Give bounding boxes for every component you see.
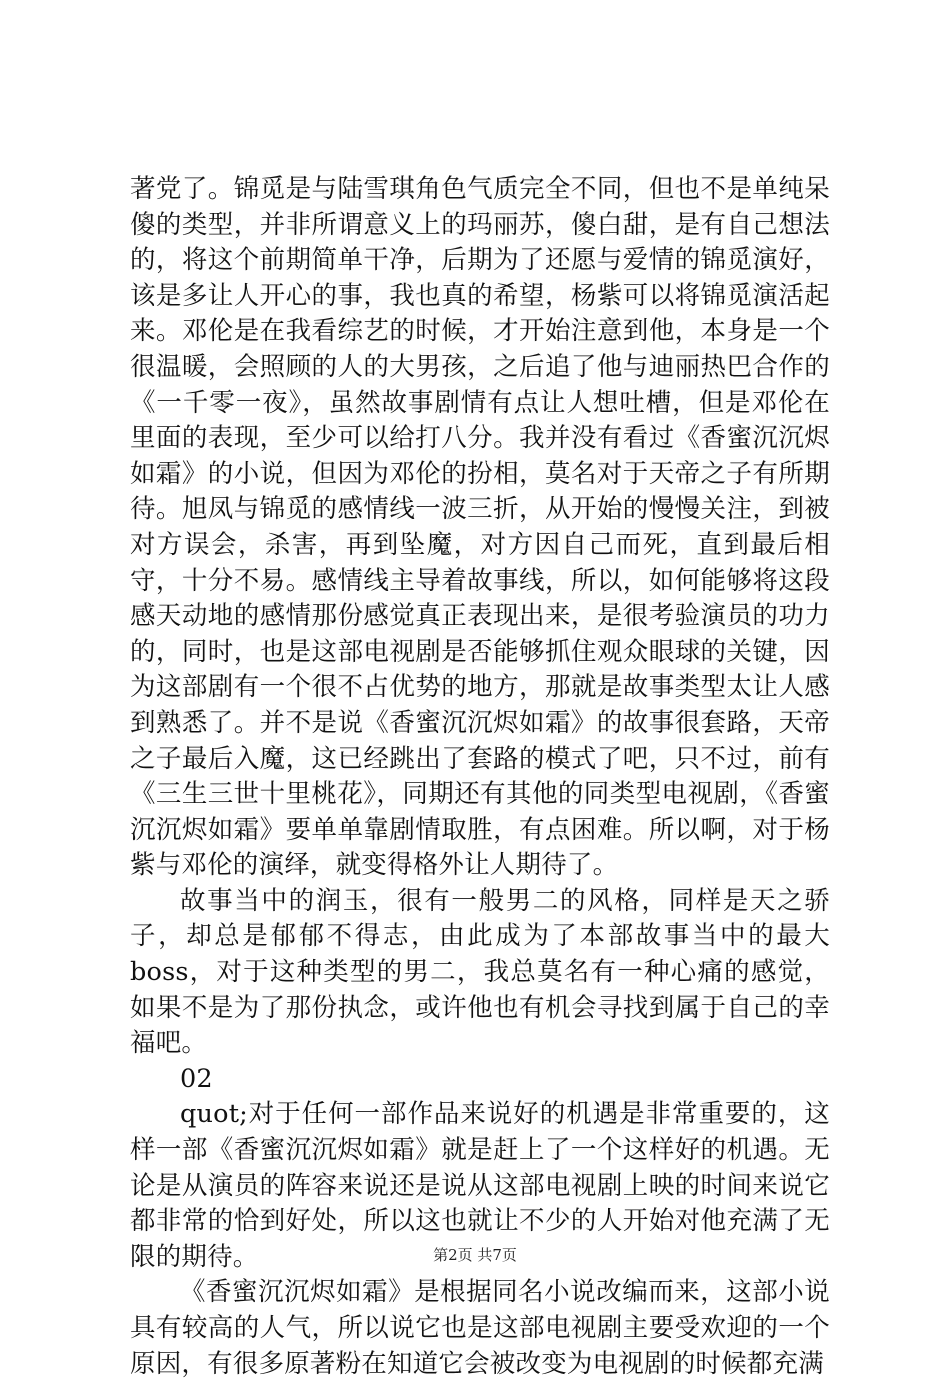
paragraph-2: 故事当中的润玉，很有一般男二的风格，同样是天之骄子，却总是郁郁不得志，由此成为了本部故事当中的最大boss，对于这种类型的男二，我总莫名有一种心痛的感觉，如果不是为了那份执念，或许他也有机会寻找到属于自己的幸福吧。 bbox=[130, 885, 830, 1059]
paragraph-4: 《香蜜沉沉烬如霜》是根据同名小说改编而来，这部小说具有较高的人气，所以说它也是这部电视剧主要受欢迎的一个原因，有很多原著粉在知道它会被改变为电视剧的时候都充满 bbox=[130, 1277, 830, 1379]
body-text bbox=[130, 172, 830, 1382]
page-footer: 第2页 共7页 bbox=[433, 1246, 517, 1264]
section-number: 02 bbox=[180, 1063, 213, 1094]
paragraph-3: quot;对于任何一部作品来说好的机遇是非常重要的，这样一部《香蜜沉沉烬如霜》就是赶上了一个这样好的机遇。无论是从演员的阵容来说还是说从这部电视剧上映的时间来说它都非常的恰到好处，所以这也就让不少的人开始对他充满了无限的期待。 bbox=[130, 1099, 830, 1272]
paragraph-1: 著党了。锦觅是与陆雪琪角色气质完全不同，但也不是单纯呆傻的类型，并非所谓意义上的玛丽苏，傻白甜，是有自己想法的，将这个前期简单干净，后期为了还愿与爱情的锦觅演好，该是多让人开心的事，我也真的希望，杨紫可以将锦觅演活起来。邓伦是在我看综艺的时候，才开始注意到他，本身是一个很温暖，会照顾的人的大男孩，之后追了他与迪丽热巴合作的《一千零一夜》，虽然故事剧情有点让人想吐槽，但是邓伦在里面的表现，至少可以给打八分。我并没有看过《香蜜沉沉烬如霜》的小说，但因为邓伦的扮相，莫名对于天帝之子有所期待。旭凤与锦觅的感情线一波三折，从开始的慢慢关注，到被对方误会，杀害，再到坠魔，对方因自己而死，直到最后相守，十分不易。感情线主导着故事线，所以，如何能够将这段感天动地的感情那份感觉真正表现出来，是很考验演员的功力的，同时，也是这部电视剧是否能够抓住观众眼球的关键，因为这部剧有一个很不占优势的地方，那就是故事类型太让人感到熟悉了。并不是说《香蜜沉沉烬如霜》的故事很套路，天帝之子最后入魔，这已经跳出了套路的模式了吧，只不过，前有《三生三世十里桃花》，同期还有其他的同类型电视剧，《香蜜沉沉烬如霜》要单单靠剧情取胜，有点困难。所以啊，对于杨紫与邓伦的演绎，就变得格外让人期待了。 bbox=[130, 174, 830, 881]
